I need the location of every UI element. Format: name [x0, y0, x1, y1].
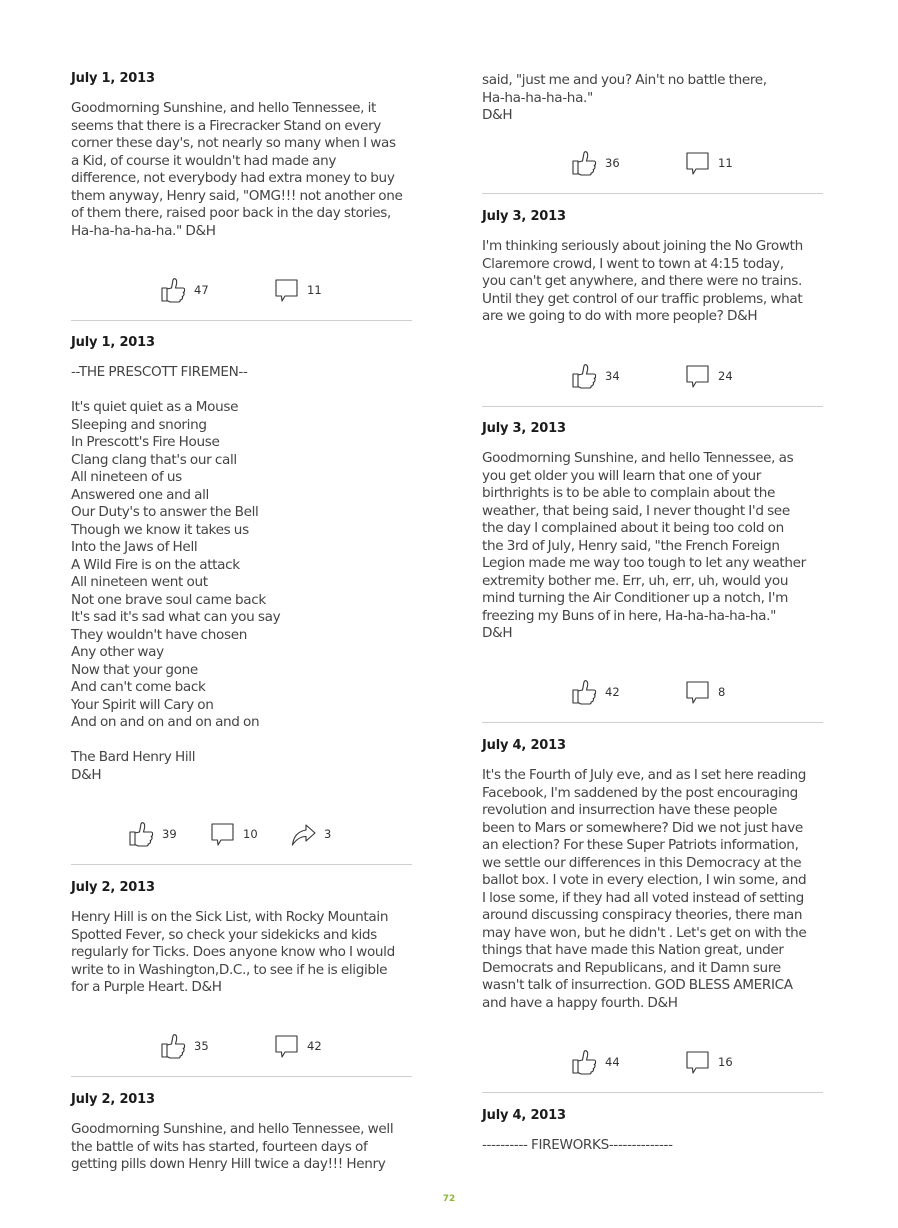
like-button[interactable]: [127, 819, 177, 849]
post-actions: [71, 275, 412, 305]
post: [71, 70, 412, 240]
like-button[interactable]: [159, 275, 209, 305]
like-count: 39: [162, 827, 177, 841]
post-date: July 4, 2013: [482, 738, 566, 753]
post-date: July 3, 2013: [482, 421, 566, 436]
comment-button[interactable]: [272, 1031, 322, 1061]
thumbs-up-icon: [159, 276, 187, 304]
like-count: 35: [194, 1039, 209, 1053]
comment-icon: [208, 820, 236, 848]
thumbs-up-icon: [570, 362, 598, 390]
like-button[interactable]: [570, 1047, 620, 1077]
like-count: 42: [605, 685, 620, 699]
comment-button[interactable]: [272, 275, 322, 305]
comment-button[interactable]: [683, 361, 733, 391]
post-actions: [482, 361, 823, 391]
post-text: ---------- FIREWORKS--------------: [482, 1137, 673, 1153]
comment-icon: [272, 1032, 300, 1060]
comment-button[interactable]: [208, 819, 258, 849]
divider: [482, 406, 823, 407]
comment-count: 11: [718, 156, 733, 170]
share-button[interactable]: [289, 819, 331, 849]
comment-icon: [683, 362, 711, 390]
thumbs-up-icon: [570, 149, 598, 177]
post: [71, 879, 412, 997]
share-icon: [289, 820, 317, 848]
post-text: Henry Hill is on the Sick List, with Rocky Mountain Spotted Fever, so check your sidekicks and kids regularly for Ticks. Does anyone know who I would write to in Washington,D.C., to see if he is eligible for a Purple Heart. D&H: [71, 909, 395, 995]
comment-button[interactable]: [683, 677, 725, 707]
post: [482, 72, 823, 125]
post-actions: [482, 677, 823, 707]
post: [482, 420, 823, 643]
post-date: July 2, 2013: [71, 1092, 155, 1107]
like-button[interactable]: [570, 148, 620, 178]
comment-icon: [683, 149, 711, 177]
post-text: Goodmorning Sunshine, and hello Tennessee, as you get older you will learn that one of your birthrights is to be able to complain about the weather, that being said, I never thought I'd see the day I complained about it being too cold on the 3rd of July, Henry said, "the French Foreign Legion made me way too tough to let any weather extremity bother me. Err, uh, err, uh, would you mind turning the Air Conditioner up a notch, I'm freezing my Buns of in here, Ha-ha-ha-ha-ha." D&H: [482, 450, 806, 641]
thumbs-up-icon: [127, 820, 155, 848]
post-text: It's the Fourth of July eve, and as I set here reading Facebook, I'm saddened by the post encouraging revolution and insurrection have these people been to Mars or somewhere? Did we not just have an election? For these Super Patriots information, we settle our differences in this Democracy at the ballot box. I vote in every election, I win some, and I lose some, if they had all voted instead of setting around discussing conspiracy theories, there man may have won, but he didn't . Let's get on with the things that have made this Nation great, under Democrats and Republicans, and it Damn sure wasn't talk of insurrection. GOD BLESS AMERICA and have a happy fourth. D&H: [482, 767, 807, 1011]
page-number: 72: [442, 1194, 456, 1204]
post-date: July 1, 2013: [71, 335, 155, 350]
like-button[interactable]: [159, 1031, 209, 1061]
post-date: July 2, 2013: [71, 880, 155, 895]
comment-button[interactable]: [683, 1047, 733, 1077]
post-actions: [482, 148, 823, 178]
like-button[interactable]: [570, 361, 620, 391]
thumbs-up-icon: [570, 678, 598, 706]
comment-count: 8: [718, 685, 726, 699]
like-count: 34: [605, 369, 620, 383]
post-actions: [71, 819, 412, 849]
thumbs-up-icon: [159, 1032, 187, 1060]
divider: [71, 1076, 412, 1077]
post-text: Goodmorning Sunshine, and hello Tennessee, it seems that there is a Firecracker Stand on every corner these day's, not nearly so many when I was a Kid, of course it wouldn't had made any difference, not everybody had extra money to buy them anyway, Henry said, "OMG!!! not another one of them there, raised poor back in the day stories, Ha-ha-ha-ha-ha." D&H: [71, 100, 403, 239]
divider: [482, 193, 823, 194]
post: [71, 334, 412, 784]
post: [482, 737, 823, 1012]
comment-icon: [683, 678, 711, 706]
like-count: 44: [605, 1055, 620, 1069]
post-actions: [71, 1031, 412, 1061]
post-date: July 1, 2013: [71, 71, 155, 86]
comment-count: 16: [718, 1055, 733, 1069]
comment-icon: [683, 1048, 711, 1076]
like-count: 36: [605, 156, 620, 170]
comment-count: 10: [243, 827, 258, 841]
comment-count: 42: [307, 1039, 322, 1053]
post-text: Goodmorning Sunshine, and hello Tennessee, well the battle of wits has started, fourteen days of getting pills down Henry Hill twice a day!!! Henry: [71, 1121, 394, 1172]
like-count: 47: [194, 283, 209, 297]
post-date: July 4, 2013: [482, 1108, 566, 1123]
post-actions: [482, 1047, 823, 1077]
comment-count: 24: [718, 369, 733, 383]
divider: [482, 722, 823, 723]
thumbs-up-icon: [570, 1048, 598, 1076]
post-text: --THE PRESCOTT FIREMEN-- It's quiet quiet as a Mouse Sleeping and snoring In Prescott's Fire House Clang clang that's our call All nineteen of us Answered one and all Our Duty's to answer the Bell Though we know it takes us Into the Jaws of Hell A Wild Fire is on the attack All nineteen went out Not one brave soul came back It's sad it's sad what can you say They wouldn't have chosen Any other way Now that your gone And can't come back Your Spirit will Cary on And on and on and on and on The Bard Henry Hill D&H: [71, 364, 281, 783]
post-text: I'm thinking seriously about joining the No Growth Claremore crowd, I went to town at 4:15 today, you can't get anywhere, and there were no trains. Until they get control of our traffic problems, what are we going to do with more people? D&H: [482, 238, 803, 324]
comment-count: 11: [307, 283, 322, 297]
comment-icon: [272, 276, 300, 304]
like-button[interactable]: [570, 677, 620, 707]
divider: [482, 1092, 823, 1093]
comment-button[interactable]: [683, 148, 733, 178]
post-date: July 3, 2013: [482, 209, 566, 224]
divider: [71, 320, 412, 321]
post: [482, 1107, 823, 1155]
divider: [71, 864, 412, 865]
post: [71, 1091, 412, 1174]
share-count: 3: [324, 827, 332, 841]
post: [482, 208, 823, 326]
post-text: said, "just me and you? Ain't no battle there, Ha-ha-ha-ha-ha." D&H: [482, 72, 767, 123]
